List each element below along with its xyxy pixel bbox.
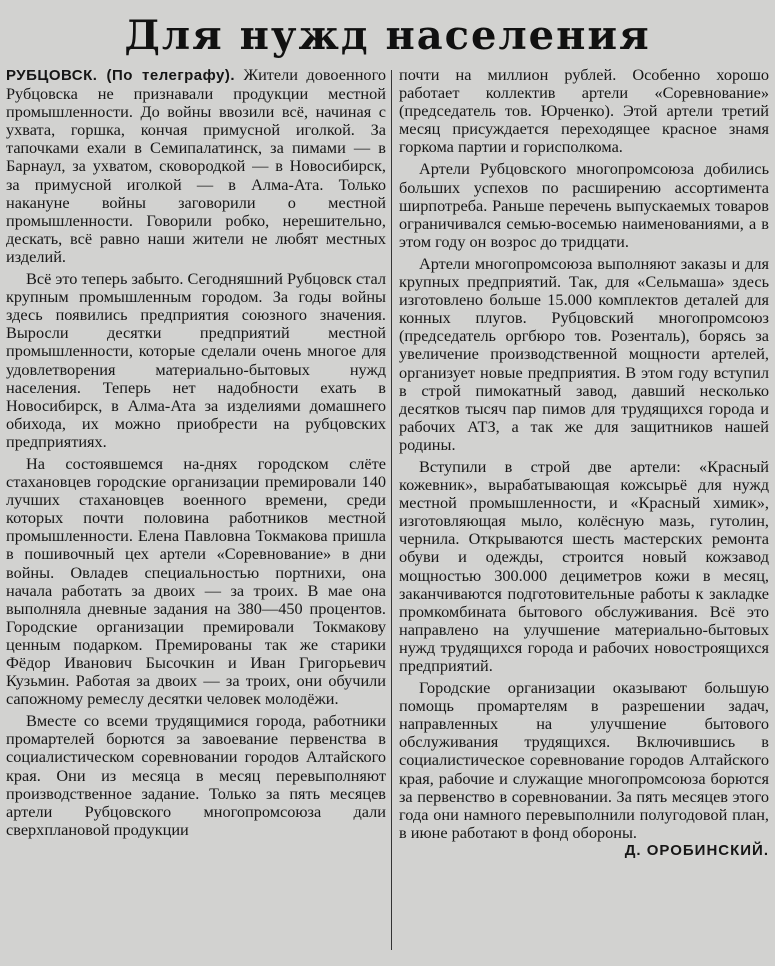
paragraph-1-text: Жители довоенного Рубцовска не признавали продукции местной промышленности. До войны ввозили всё, начиная с ухвата, горшка, кончая примусной иголкой. За тапочками ехали в Семипалатинск, за пимами — в Барнаул, за ухватом, сковородкой — в Новосибирск, за примусной иголкой — в Алма-Ата. Только накануне войны заговорили о местной промышленности. Говорили робко, нерешительно, дескать, всё равно наши жители не любят местных изделий. bbox=[6, 65, 386, 266]
paragraph-1 bbox=[6, 66, 386, 266]
left-column bbox=[6, 66, 386, 843]
paragraph-7: Артели многопромсоюза выполняют заказы и для крупных предприятий. Так, для «Сельмаша» здесь изготовлено больше 15.000 комплектов деталей для конных плугов. Рубцовский многопромсоюз (председатель оргбюро тов. Розенталь), борясь за увеличение производственной мощности артелей, организует новые предприятия. В этом году вступил в строй пимокатный завод, давший несколько десятков тысяч пар пимов для трудящихся города и рабочих АТЗ, а так же для защитников нашей родины. bbox=[399, 253, 769, 454]
paragraph-8: Вступили в строй две артели: «Красный кожевник», вырабатывающая кожсырьё для нужд местной промышленности, и «Красный химик», изготовляющая мыло, колёсную мазь, гутолин, чернила. Открываются шесть мастерских ремонта обуви и одежды, строится новый кожзавод мощностью 300.000 дециметров кожи в месяц, заканчиваются подготовительные работы к закладке промкомбината бытового обслуживания. Всё это направлено на улучшение материально-бытовых нужд трудящихся города и рабочих новостроящихся предприятий. bbox=[399, 456, 769, 675]
paragraph-5: почти на миллион рублей. Особенно хорошо работает коллектив артели «Соревнование» (председатель тов. Юрченко). Этой артели третий месяц присуждается переходящее красное знамя горкома партии и горисполкома. bbox=[399, 65, 769, 157]
column-divider bbox=[391, 70, 392, 950]
paragraph-9 bbox=[399, 679, 769, 860]
paragraph-4: Вместе со всеми трудящимися города, работники промартелей борются за завоевание первенства в социалистическом соревновании городов Алтайского края. Они из месяца в месяц перевыполняют производственное задание. Только за пять месяцев артели Рубцовского многопромсоюза дали сверхплановой продукции bbox=[6, 711, 386, 839]
paragraph-3: На состоявшемся на-днях городском слёте стахановцев городские организации премировали 140 лучших стахановцев военного времени, среди которых почти половина работников местной промышленности. Елена Павловна Токмакова пришла в пошивочный цех артели «Соревнование» в дни войны. Овладев специальностью портнихи, она начала работать за двоих — за троих. В мае она выполняла дневные задания на 380—450 процентов. Городские организации премировали Токмакову ценным подарком. Премированы так же старики Фёдор Иванович Бысочкин и Иван Григорьевич Кузьмин. Работая за двоих — за троих, они обучили сапожному ремеслу десятки человек молодёжи. bbox=[6, 453, 386, 709]
article-headline: Для нужд населения bbox=[124, 12, 651, 59]
dateline: РУБЦОВСК. (По телеграфу). bbox=[6, 67, 236, 84]
author-signature: Д. ОРОБИНСКИЙ. bbox=[624, 841, 769, 859]
paragraph-6: Артели Рубцовского многопромсоюза добились больших успехов по расширению ассортимента ширпотреба. Раньше перечень выпускаемых товаров ограничивался семью-восемью наименованиями, а в этом году он возрос до тридцати. bbox=[399, 159, 769, 251]
right-column bbox=[399, 66, 769, 864]
paragraph-2: Всё это теперь забыто. Сегодняшний Рубцовск стал крупным промышленным городом. За годы войны здесь появились предприятия союзного значения. Выросли десятки предприятий местной промышленности, которые сделали очень многое для удовлетворения материально-бытовых нужд населения. Теперь нет надобности ехать в Новосибирск, в Алма-Ата за изделиями домашнего обихода, их можно приобрести на рубцовских предприятиях. bbox=[6, 269, 386, 451]
paragraph-9-text: Городские организации оказывают большую помощь промартелям в разрешении задач, направленных на улучшение бытового обслуживания трудящихся. Включившись в социалистическое соревнование городов Алтайского края, рабочие и служащие многопромсоюза борются за первенство в соревновании. За пять месяцев этого года они намного перевыполнили полугодовой план, в июне работают в фонд обороны. bbox=[399, 678, 769, 842]
